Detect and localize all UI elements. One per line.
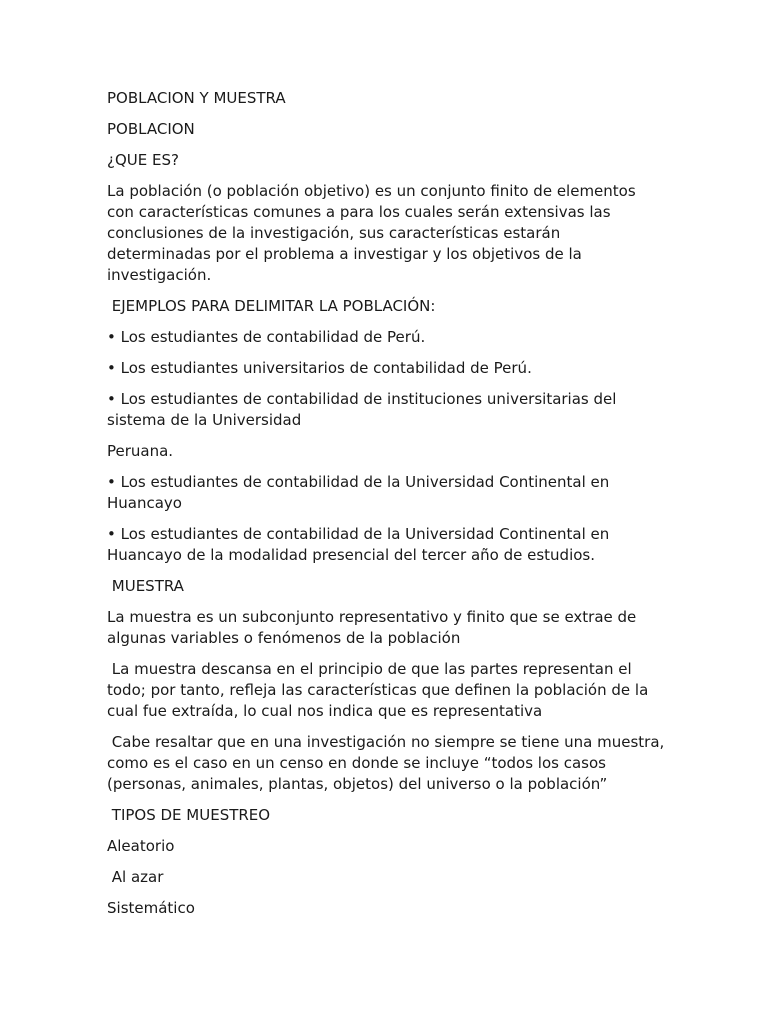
section-heading-poblacion: POBLACION (107, 120, 195, 138)
subheading-que-es: ¿QUE ES? (107, 151, 179, 169)
paragraph-censo: Cabe resaltar que en una investigación no siempre se tiene una muestra, como es el caso en un censo en donde se incluye “todos los casos (personas, animales, plantas, objetos) del universo o la población” (107, 733, 670, 793)
document-title: POBLACION Y MUESTRA (107, 89, 286, 107)
subheading-ejemplos: EJEMPLOS PARA DELIMITAR LA POBLACIÓN: (107, 297, 436, 315)
paragraph-definicion-poblacion: La población (o población objetivo) es un conjunto finito de elementos con características comunes a para los cuales serán extensivas las conclusiones de la investigación, sus características estarán determinadas por el problema a investigar y los objetivos de la investigación. (107, 182, 641, 284)
list-item-sistematico: Sistemático (107, 899, 195, 917)
bullet-item: • Los estudiantes de contabilidad de la Universidad Continental en Huancayo de la modalidad presencial del tercer año de estudios. (107, 525, 615, 564)
bullet-item: • Los estudiantes de contabilidad de Perú. (107, 328, 426, 346)
section-heading-muestra: MUESTRA (107, 577, 184, 595)
paragraph-definicion-muestra: La muestra es un subconjunto representativo y finito que se extrae de algunas variables o fenómenos de la población (107, 608, 642, 647)
section-heading-tipos-muestreo: TIPOS DE MUESTREO (107, 806, 271, 824)
bullet-item: • Los estudiantes de contabilidad de la Universidad Continental en Huancayo (107, 473, 615, 512)
bullet-item: • Los estudiantes universitarios de contabilidad de Perú. (107, 359, 532, 377)
bullet-item: • Los estudiantes de contabilidad de instituciones universitarias del sistema de la Universidad (107, 390, 622, 429)
paragraph-continuation: Peruana. (107, 442, 174, 460)
paragraph-principio-muestra: La muestra descansa en el principio de que las partes representan el todo; por tanto, refleja las características que definen la población de la cual fue extraída, lo cual nos indica que es representativa (107, 660, 654, 720)
list-item-aleatorio: Aleatorio (107, 837, 175, 855)
list-item-al-azar: Al azar (107, 868, 164, 886)
document-page (107, 88, 670, 929)
